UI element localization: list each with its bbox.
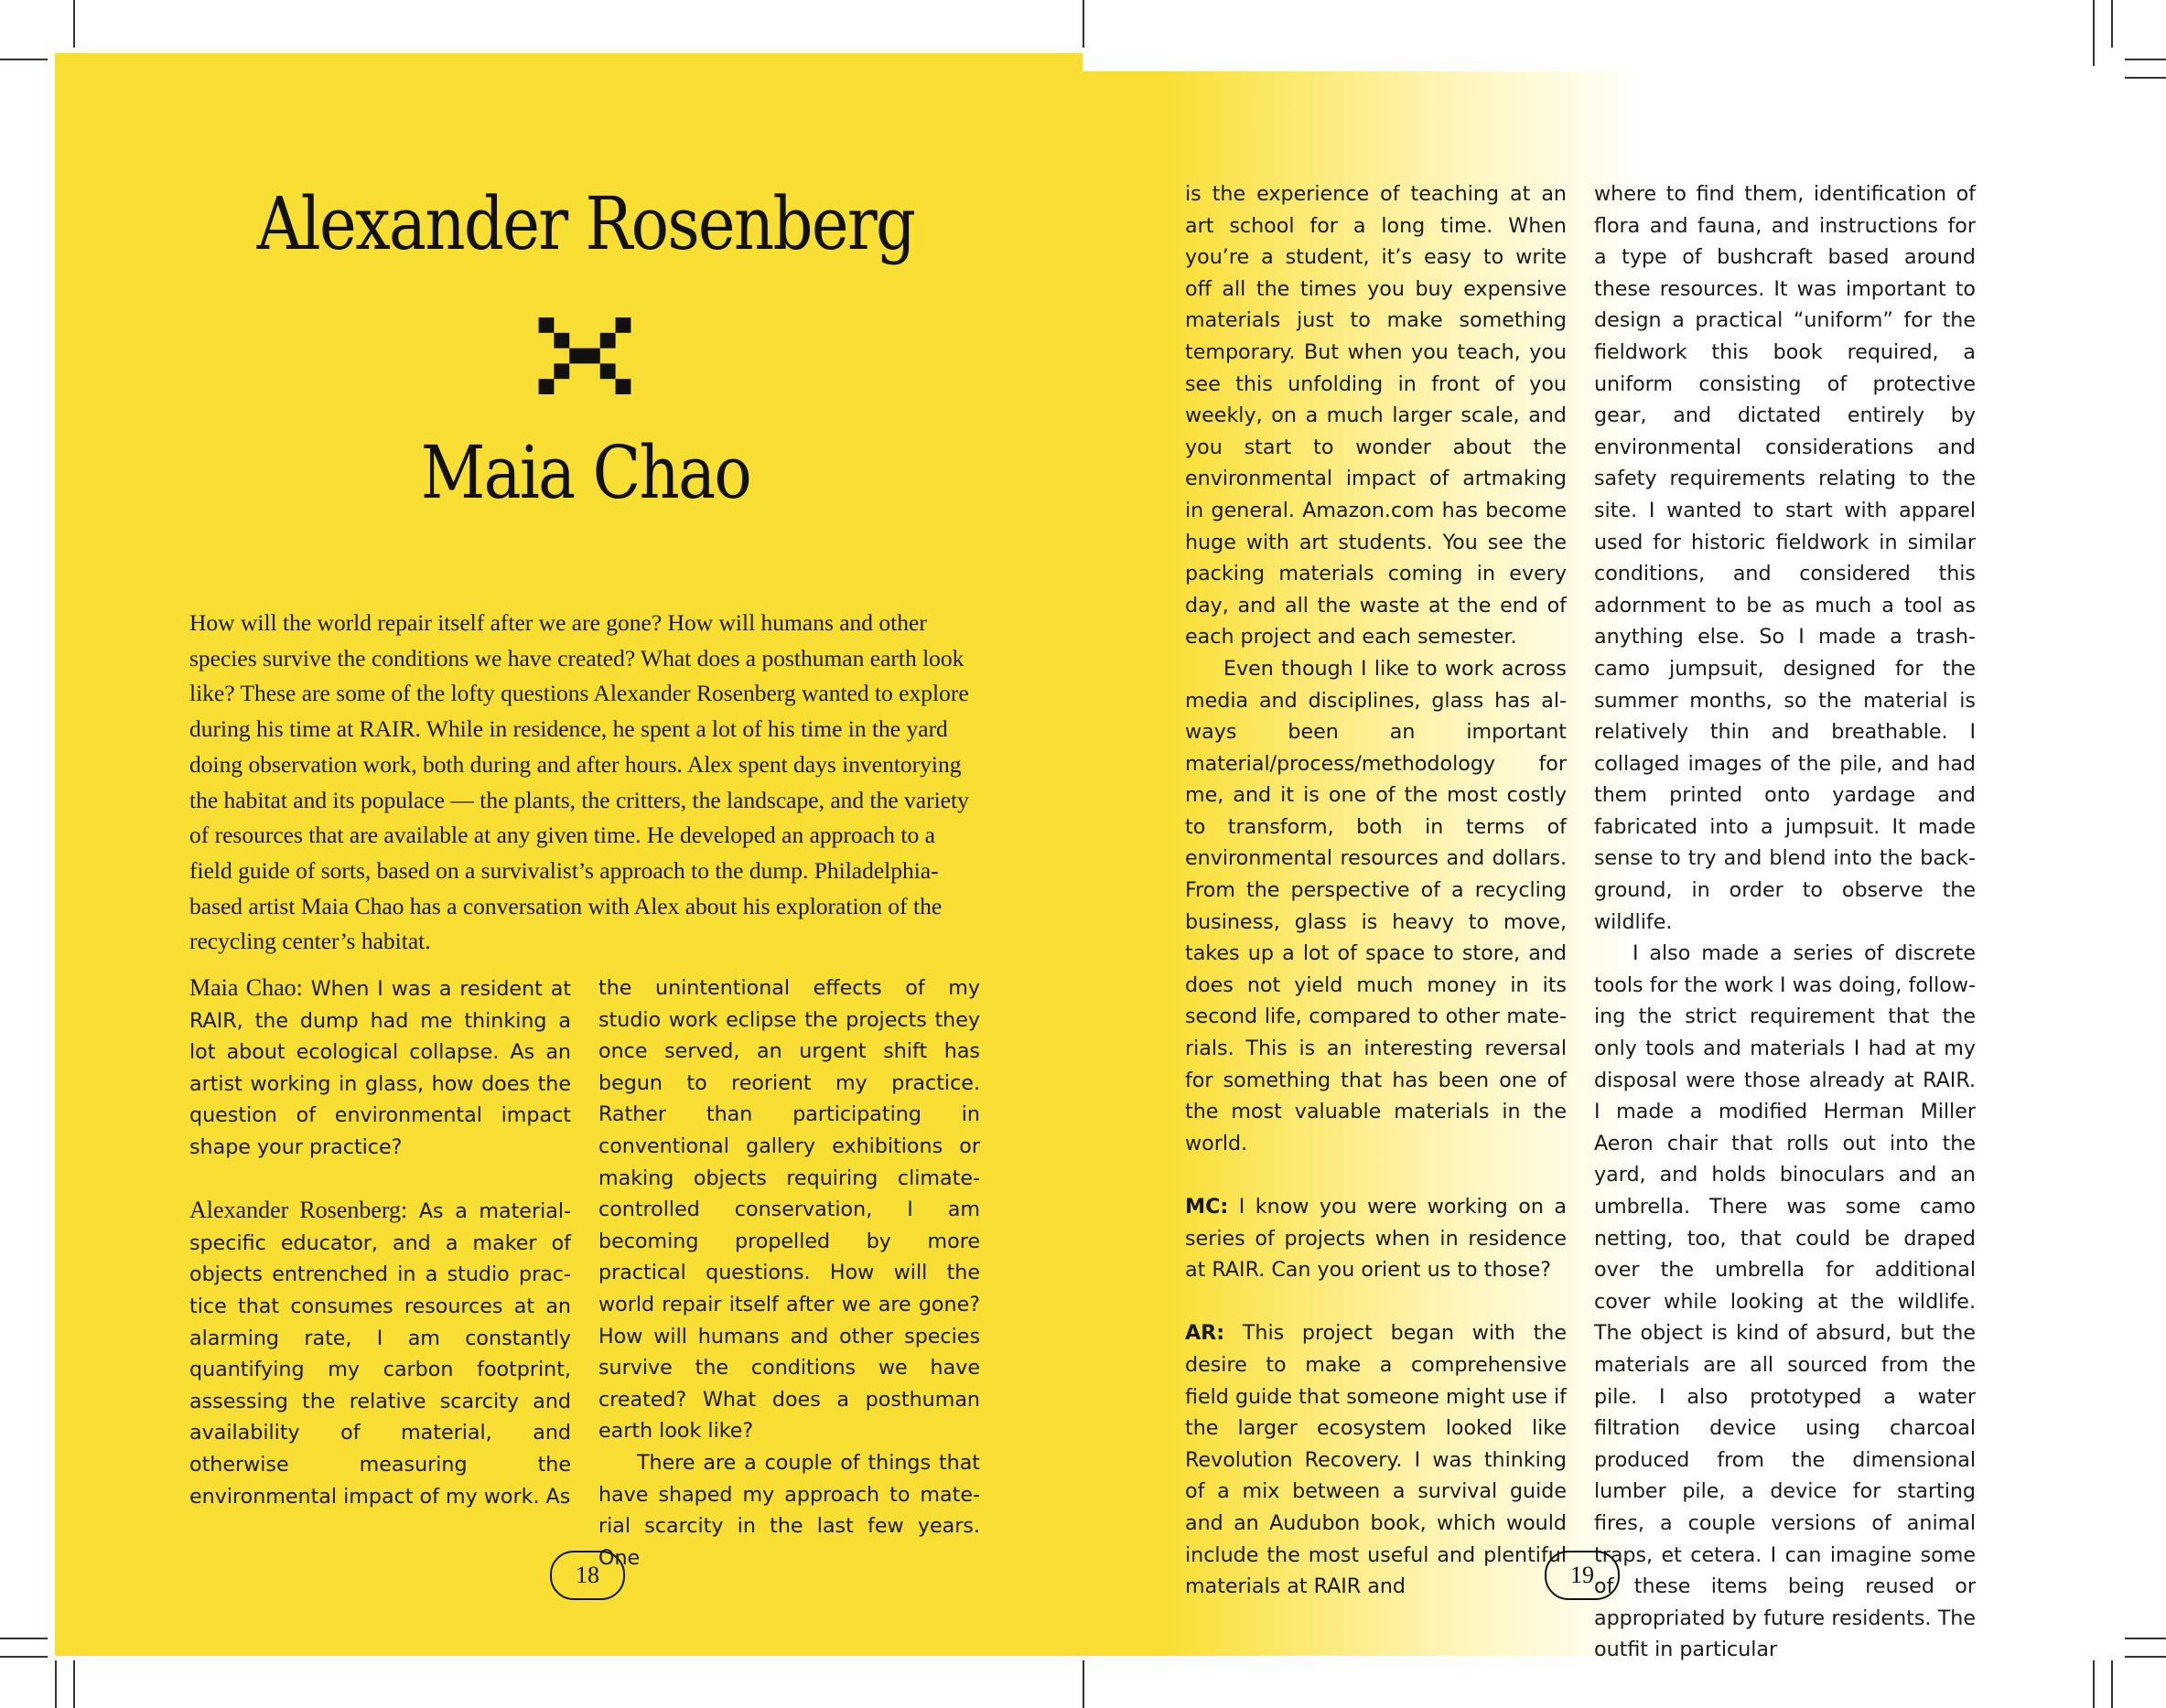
speaker-label: Maia Chao: bbox=[189, 974, 303, 1001]
body-paragraph: Even though I like to work across media and disciplines, glass has always been an important material/process/methodology for me, and it is one of the most costly to transform, both in terms of environmental resources and dollars. From the perspective of a recycling business, glass is heavy to move, takes up a lot of space to store, and does not yield much money in its second life, compared to other materials. This is an interesting reversal for something that has been one of the most valuable materials in the world. bbox=[1185, 656, 1567, 1155]
question-text: When I was a resident at RAIR, the dump had me thinking a lot about ecological collapse. As an artist working in glass, how does the question of environmental impact shape your practice? bbox=[189, 977, 571, 1159]
crop-mark bbox=[73, 1660, 75, 1708]
answer-paragraph bbox=[189, 1195, 571, 1512]
page-number-right: 19 bbox=[1545, 1551, 1620, 1600]
crop-mark bbox=[0, 1638, 48, 1639]
text-column-3 bbox=[1185, 178, 1567, 1603]
body-paragraph: is the experience of teaching at an art school for a long time. When you’re a student, it’s easy to write off all the times you buy expensive materials just to make something temporary. But when you teach, you see this unfolding in front of you weekly, on a much larger scale, and you start to wonder about the environmental impact of artmaking in general. Amazon.com has become huge with art students. You see the packing materials coming in every day, and all the waste at the end of each project and each semester. bbox=[1185, 182, 1567, 650]
text-column-2 bbox=[598, 972, 980, 1574]
intro-paragraph: How will the world repair itself after we are gone? How will humans and other species survive the conditions we have created? What does a posthuman earth look like? These are some of the lofty questions Alexander Rosenberg wanted to explore during his time at RAIR. While in residence, he spent a lot of his time in the yard doing observation work, both during and after hours. Alex spent days inventorying the habitat and its populace — the plants, the critters, the landscape, and the variety of resources that are available at any given time. He developed an approach to a field guide of sorts, based on a survivalist’s approach to the dump. Philadelphia-based artist Maia Chao has a conversation with Alex about his exploration of the recycling center’s habitat. bbox=[189, 609, 969, 955]
answer-text: As a material-specific educator, and a maker of objects entrenched in a studio practice that consumes resources at an alarming rate, I am constantly quantifying my carbon footprint, assessing the relative scarcity and availability of material, and otherwise measuring the environmental impact of my work. As bbox=[189, 1199, 572, 1509]
body-paragraph: the unintentional effects of my studio work eclipse the projects they once served, an urgent shift has begun to reorient my practice. Rather than participating in conventional gallery exhibitions or making objects requiring climate-controlled conservation, I am becoming propelled by more practical questions. How will the world repair itself after we are gone? How will humans and other species survive the conditions we have created? What does a posthuman earth look like? bbox=[598, 976, 980, 1444]
crop-mark bbox=[2125, 59, 2166, 60]
speaker-label: AR: bbox=[1185, 1321, 1225, 1346]
body-paragraph: I also made a series of discrete tools for the work I was doing, following the strict requirement that the only tools and materials I had at my disposal were those already at RAIR. I made a modified Herman Miller Aeron chair that rolls out into the yard, and holds binoculars and an umbrella. There was some camo netting, too, that could be draped over the umbrella for additional cover while looking at the wildlife. The object is kind of absurd, but the materials are all sourced from the pile. I also prototyped a water filtration device using charcoal produced from the dimensional lumber pile, a device for starting fires, a couple versions of animal traps, et cetera. I can imagine some of these items being reused or appropriated by future residents. The outfit in particular bbox=[1594, 941, 1976, 1662]
speaker-label: Alexander Rosenberg: bbox=[189, 1197, 408, 1224]
crop-mark bbox=[55, 1660, 57, 1708]
page-number-left: 18 bbox=[550, 1551, 625, 1600]
speaker-label: MC: bbox=[1185, 1195, 1229, 1219]
crop-mark bbox=[2125, 1638, 2166, 1639]
text-column-1 bbox=[189, 972, 571, 1512]
question-paragraph bbox=[189, 972, 571, 1164]
crop-mark bbox=[1083, 1660, 1084, 1708]
crop-mark bbox=[2093, 0, 2095, 66]
body-paragraph: There are a couple of things that have shaped my approach to material scarcity in the last few years. One bbox=[598, 1450, 980, 1570]
title-interviewer: Maia Chao bbox=[420, 430, 751, 515]
crop-mark bbox=[2093, 1660, 2095, 1708]
crop-mark bbox=[2111, 1660, 2113, 1708]
title-author: Alexander Rosenberg bbox=[256, 181, 915, 266]
crop-mark bbox=[0, 59, 48, 60]
crop-mark bbox=[2111, 0, 2113, 48]
crop-mark bbox=[1083, 0, 1084, 48]
crop-mark bbox=[0, 1656, 48, 1658]
crop-mark bbox=[2125, 1656, 2166, 1658]
answer-paragraph bbox=[1185, 1317, 1567, 1602]
crop-mark bbox=[2125, 77, 2166, 79]
text-column-4 bbox=[1594, 178, 1976, 1666]
question-paragraph bbox=[1185, 1191, 1567, 1286]
question-text: I know you were working on a series of projects when in residence at RAIR. Can you orient us to those? bbox=[1185, 1195, 1567, 1283]
answer-text: This project began with the desire to make a comprehensive field guide that someone might use if the larger ecosystem looked like Revolution Recovery. I was thinking of a mix between a survival guide and an Audubon book, which would include the most useful and plentiful materials at RAIR and bbox=[1185, 1321, 1567, 1599]
body-paragraph: where to find them, identification of flora and fauna, and instructions for a type of bushcraft based around these resources. It was important to design a practical “uniform” for the fieldwork this book required, a uniform consisting of protective gear, and dictated entirely by environmental considerations and safety requirements relating to the site. I wanted to start with apparel used for historic fieldwork in similar conditions, and considered this adornment to be as much a tool as anything else. So I made a trash-camo jumpsuit, designed for the summer months, so the material is relatively thin and breathable. I collaged images of the pile, and had them printed onto yardage and fabricated into a jumpsuit. It made sense to try and blend into the background, in order to observe the wildlife. bbox=[1594, 182, 1976, 934]
pixel-x-icon bbox=[538, 317, 631, 394]
crop-mark bbox=[73, 0, 75, 48]
